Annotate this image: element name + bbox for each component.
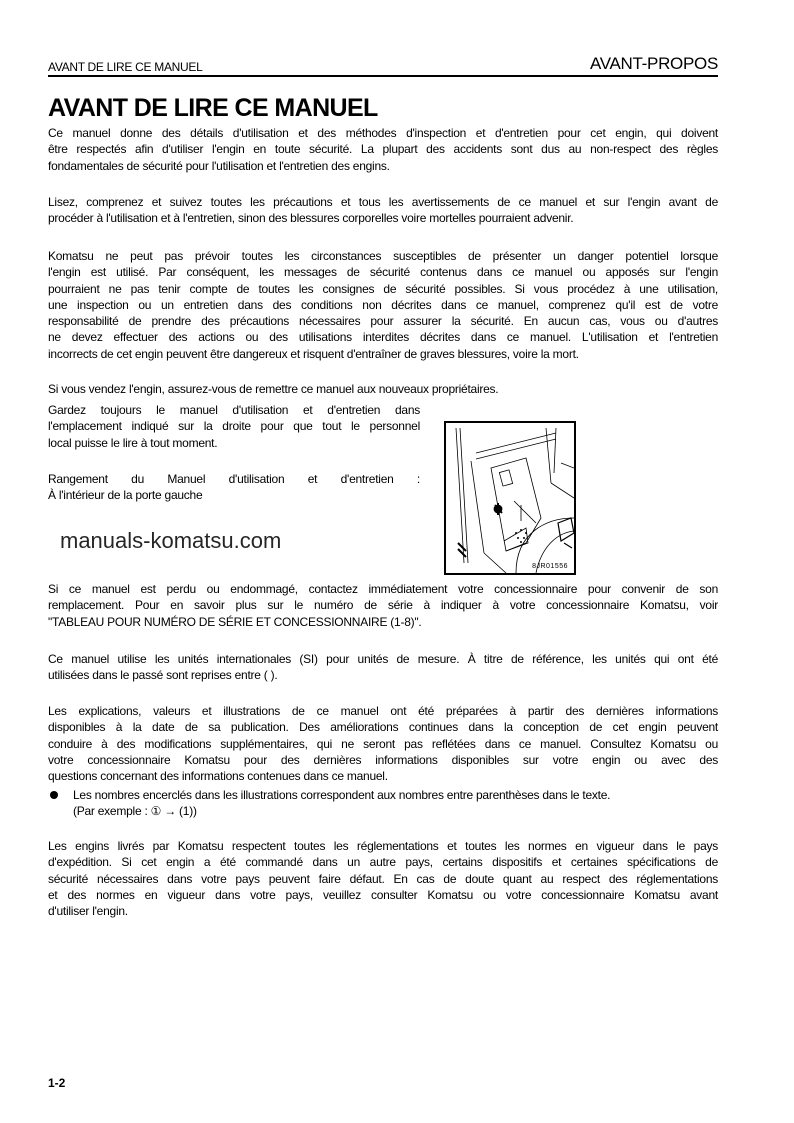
bullet-icon — [50, 791, 58, 799]
watermark: manuals-komatsu.com — [60, 528, 282, 553]
paragraph-line: À l'intérieur de la porte gauche — [48, 488, 203, 503]
paragraph-line: Ce manuel donne des détails d'utilisation et des méthodes d'inspection et d'entretien pour cet engin, qui doivent — [48, 126, 718, 140]
paragraph-line: Si ce manuel est perdu ou endommagé, contactez immédiatement votre concessionnaire pour convenir de son — [48, 582, 718, 596]
paragraph-line: une inspection ou un entretien dans des conditions non décrites dans ce manuel, comprenez qu'il est de votre — [48, 297, 718, 312]
paragraph-line: Rangement du Manuel d'utilisation et d'entretien : — [48, 472, 420, 486]
paragraph-line: "TABLEAU POUR NUMÉRO DE SÉRIE ET CONCESSIONNAIRE (1-8)". — [48, 614, 422, 629]
paragraph-line: incorrects de cet engin peuvent être dangereux et risquent d'entraîner de graves blessures, voire la mort. — [48, 346, 579, 361]
paragraph-intro — [48, 125, 718, 174]
paragraph-line: être respectés afin d'utiliser l'engin en toute sécurité. La plupart des accidents sont dus au non-respect des règles — [48, 142, 718, 157]
paragraph-line: responsabilité de prendre des précautions nécessaires pour assurer la sécurité. En aucun cas, vous ou d'autres — [48, 314, 718, 329]
paragraph-responsibility — [48, 248, 718, 362]
paragraph-line: Si vous vendez l'engin, assurez-vous de remettre ce manuel aux nouveaux propriétaires. — [48, 382, 499, 396]
paragraph-storage-location — [48, 471, 420, 504]
paragraph-lost-manual — [48, 581, 718, 630]
paragraph-storage — [48, 402, 420, 451]
page-title: AVANT DE LIRE CE MANUEL — [48, 94, 378, 122]
paragraph-line: ne devez effectuer des actions ou des utilisations interdites décrites dans ce manuel. L'utilisation et l'entretien — [48, 330, 718, 345]
paragraph-line: Ce manuel utilise les unités internationales (SI) pour unités de mesure. À titre de référence, les unités qui ont été — [48, 652, 718, 666]
paragraph-line: d'expédition. Si cet engin a été commandé dans un autre pays, certains dispositifs et certaines spécifications de — [48, 855, 718, 870]
paragraph-line: procéder à l'utilisation et à l'entretien, sinon des blessures corporelles voire mortelles pourraient advenir. — [48, 211, 574, 226]
paragraph-explanations — [48, 703, 718, 784]
paragraph-units — [48, 651, 718, 684]
paragraph-line: conduire à des modifications supplémentaires, qui ne seront pas reflétées dans ce manuel. Consultez Komatsu ou — [48, 736, 718, 751]
bullet-text: Les nombres encerclés dans les illustrations correspondent aux nombres entre parenthèses dans le texte. — [73, 788, 611, 802]
paragraph-line: pourraient ne pas tenir compte de toutes les consignes de sécurité possibles. Si vous procédez à une utilisation, — [48, 281, 718, 296]
figure-label: 8JR01556 — [532, 563, 568, 570]
paragraph-line: d'utiliser l'engin. — [48, 904, 128, 919]
paragraph-line: utilisées dans le passé sont reprises entre ( ). — [48, 668, 278, 683]
page-number: 1-2 — [48, 1076, 66, 1090]
paragraph-line: sécurité nécessaires dans votre pays peuvent faire défaut. En cas de doute quant au respect des réglementations — [48, 871, 718, 886]
paragraph-line: remplacement. Pour en savoir plus sur le numéro de série à indiquer à votre concessionnaire Komatsu, voir — [48, 598, 718, 613]
door-manual-storage-illustration — [444, 421, 576, 575]
paragraph-precautions — [48, 194, 718, 227]
paragraph-line: Les engins livrés par Komatsu respectent toutes les réglementations et toutes les normes en vigueur dans le pays — [48, 839, 718, 853]
paragraph-regulations — [48, 838, 718, 919]
paragraph-line: Gardez toujours le manuel d'utilisation et d'entretien dans — [48, 403, 420, 417]
bullet-example: (Par exemple : ① → (1)) — [73, 804, 197, 818]
paragraph-line: Lisez, comprenez et suivez toutes les précautions et tous les avertissements de ce manuel et sur l'engin avant de — [48, 195, 718, 209]
cab-door-drawing — [446, 423, 574, 573]
running-header-chapter: AVANT-PROPOS — [589, 54, 718, 73]
paragraph-line: Les explications, valeurs et illustrations de ce manuel ont été préparées à partir des dernières informations — [48, 704, 718, 718]
paragraph-line: l'emplacement indiqué sur la droite pour que tout le personnel — [48, 419, 420, 434]
running-header-section: AVANT DE LIRE CE MANUEL — [48, 60, 203, 74]
paragraph-resale — [48, 381, 718, 397]
header-divider — [48, 75, 718, 77]
paragraph-line: questions concernant des informations contenues dans ce manuel. — [48, 769, 388, 784]
paragraph-line: votre concessionnaire Komatsu pour des dernières informations disponibles sur votre engin ou avec des — [48, 752, 718, 767]
paragraph-line: et des normes en vigueur dans votre pays, veuillez consulter Komatsu ou votre concessionnaire Komatsu avant — [48, 887, 718, 902]
paragraph-line: disponibles à la date de sa publication. Des améliorations continues dans la conception de cet engin peuvent — [48, 720, 718, 735]
paragraph-line: fondamentales de sécurité pour l'utilisation et l'entretien des engins. — [48, 158, 390, 173]
paragraph-line: l'engin est utilisé. Par conséquent, les messages de sécurité contenus dans ce manuel ou apposés sur l'engin — [48, 265, 718, 280]
paragraph-line: Komatsu ne peut pas prévoir toutes les circonstances susceptibles de présenter un danger potentiel lorsque — [48, 249, 718, 263]
paragraph-line: local puisse le lire à tout moment. — [48, 435, 218, 450]
